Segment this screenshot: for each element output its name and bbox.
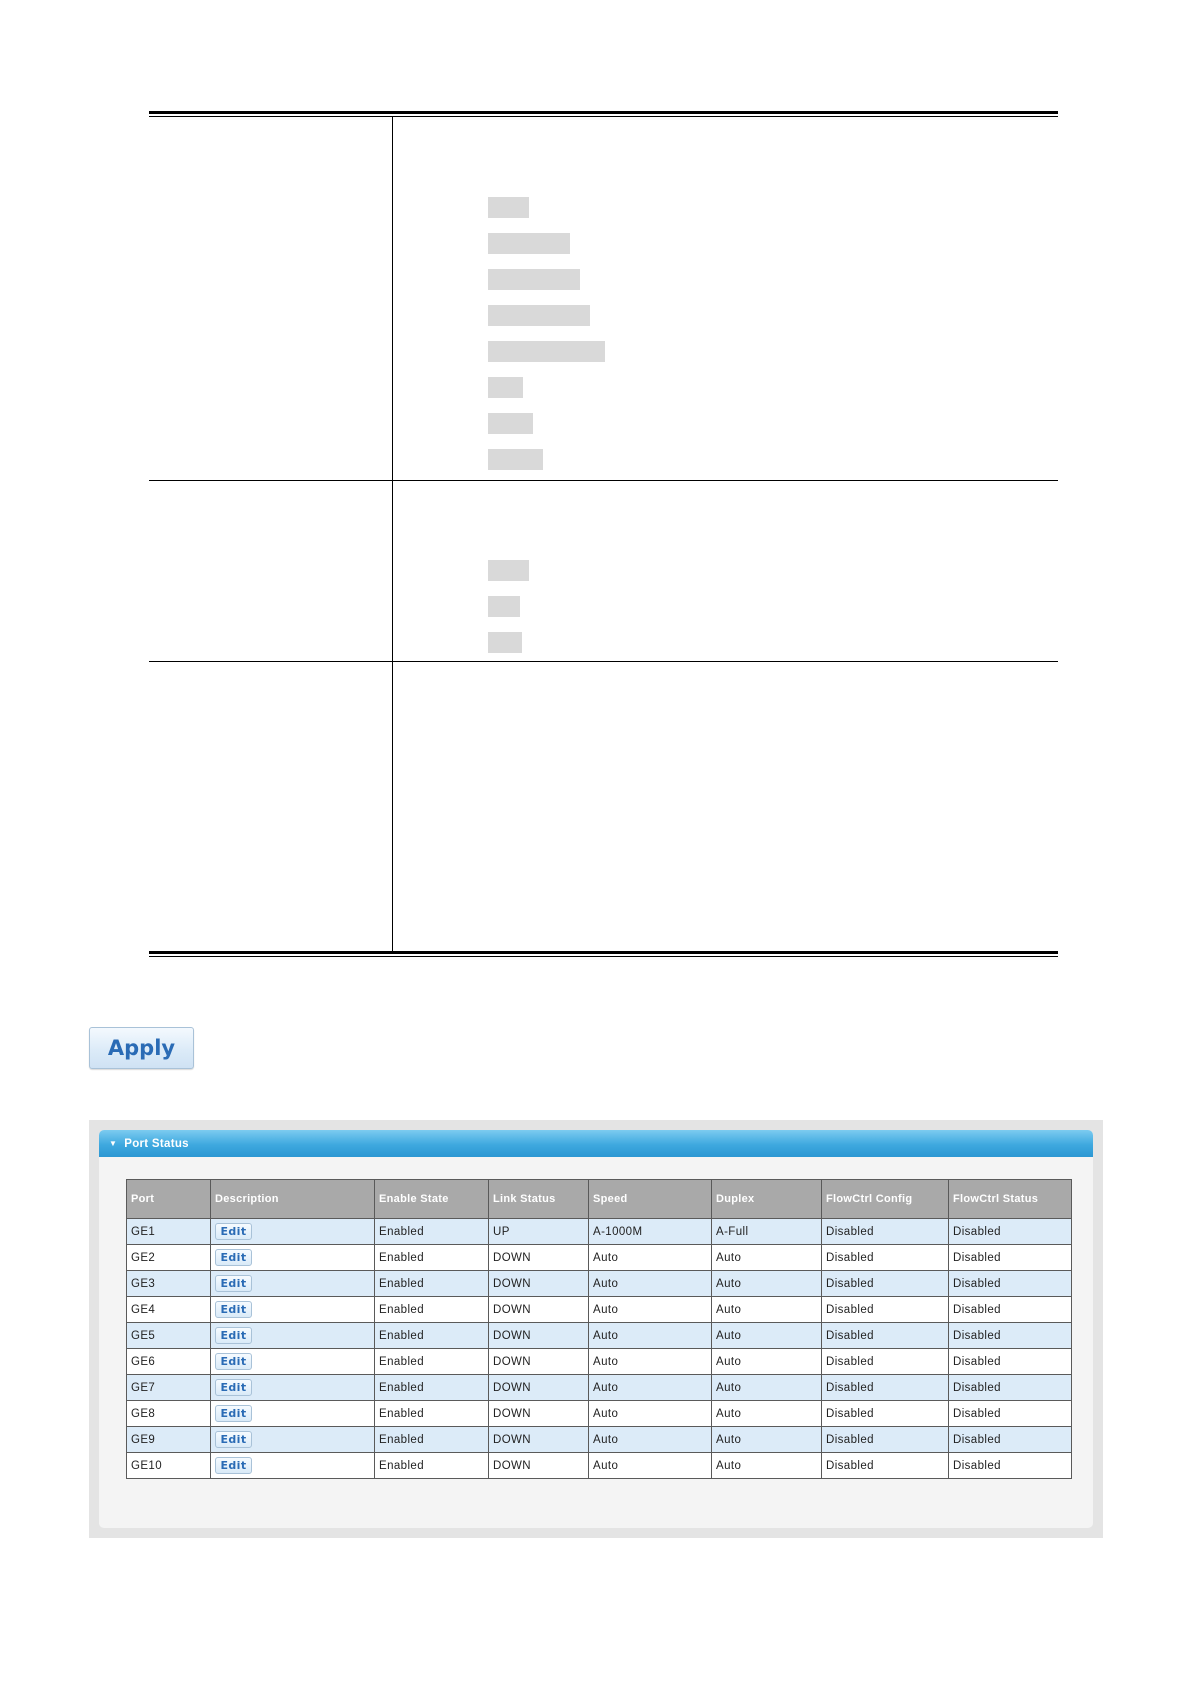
cell-speed: Auto: [589, 1323, 712, 1349]
cell-speed: Auto: [589, 1427, 712, 1453]
cell-enable-state: Enabled: [375, 1375, 489, 1401]
cell-description: [211, 1297, 375, 1323]
column-header-flowctrl-config: FlowCtrl Config: [822, 1180, 949, 1219]
table-bottom-rule: [149, 951, 1058, 957]
cell-flowctrl-status: Disabled: [949, 1349, 1072, 1375]
table-top-rule: [149, 111, 1058, 117]
cell-link-status: DOWN: [489, 1427, 589, 1453]
cell-duplex: Auto: [712, 1427, 822, 1453]
cell-flowctrl-config: Disabled: [822, 1271, 949, 1297]
cell-enable-state: Enabled: [375, 1245, 489, 1271]
table-row: [127, 1323, 1072, 1349]
redacted-option: [488, 341, 605, 362]
cell-duplex: Auto: [712, 1375, 822, 1401]
row-divider: [149, 480, 1058, 481]
cell-enable-state: Enabled: [375, 1297, 489, 1323]
cell-description: [211, 1401, 375, 1427]
redacted-option: [488, 269, 580, 290]
cell-flowctrl-status: Disabled: [949, 1427, 1072, 1453]
cell-link-status: DOWN: [489, 1297, 589, 1323]
table-row: [127, 1375, 1072, 1401]
cell-enable-state: Enabled: [375, 1219, 489, 1245]
column-header-duplex: Duplex: [712, 1180, 822, 1219]
cell-duplex: Auto: [712, 1401, 822, 1427]
cell-port: GE3: [127, 1271, 211, 1297]
cell-speed: Auto: [589, 1453, 712, 1479]
cell-description: [211, 1219, 375, 1245]
table-row: [127, 1427, 1072, 1453]
cell-speed: Auto: [589, 1271, 712, 1297]
cell-speed: Auto: [589, 1401, 712, 1427]
port-status-header[interactable]: [99, 1130, 1093, 1157]
cell-flowctrl-status: Disabled: [949, 1401, 1072, 1427]
cell-port: GE9: [127, 1427, 211, 1453]
cell-port: GE6: [127, 1349, 211, 1375]
cell-port: GE4: [127, 1297, 211, 1323]
cell-duplex: Auto: [712, 1453, 822, 1479]
cell-speed: A-1000M: [589, 1219, 712, 1245]
redacted-option: [488, 377, 523, 398]
panel-title: Port Status: [124, 1138, 189, 1150]
cell-flowctrl-config: Disabled: [822, 1375, 949, 1401]
cell-flowctrl-config: Disabled: [822, 1427, 949, 1453]
cell-flowctrl-status: Disabled: [949, 1323, 1072, 1349]
cell-description: [211, 1375, 375, 1401]
cell-link-status: DOWN: [489, 1349, 589, 1375]
cell-description: [211, 1427, 375, 1453]
collapse-arrow-icon[interactable]: ▼: [109, 1139, 118, 1148]
column-header-speed: Speed: [589, 1180, 712, 1219]
edit-button[interactable]: Edit: [215, 1301, 252, 1318]
cell-link-status: UP: [489, 1219, 589, 1245]
redacted-option: [488, 560, 529, 581]
cell-flowctrl-status: Disabled: [949, 1245, 1072, 1271]
redacted-option: [488, 632, 522, 653]
cell-flowctrl-status: Disabled: [949, 1297, 1072, 1323]
redacted-option: [488, 197, 529, 218]
cell-flowctrl-status: Disabled: [949, 1219, 1072, 1245]
edit-button[interactable]: Edit: [215, 1223, 252, 1240]
port-status-panel: [89, 1120, 1103, 1538]
cell-speed: Auto: [589, 1375, 712, 1401]
column-header-flowctrl-status: FlowCtrl Status: [949, 1180, 1072, 1219]
cell-link-status: DOWN: [489, 1271, 589, 1297]
port-status-panel-body: [99, 1130, 1093, 1528]
edit-button[interactable]: Edit: [215, 1275, 252, 1292]
cell-enable-state: Enabled: [375, 1271, 489, 1297]
cell-flowctrl-config: Disabled: [822, 1401, 949, 1427]
cell-port: GE7: [127, 1375, 211, 1401]
edit-button[interactable]: Edit: [215, 1249, 252, 1266]
edit-button[interactable]: Edit: [215, 1457, 252, 1474]
cell-link-status: DOWN: [489, 1323, 589, 1349]
table-header-row: [127, 1180, 1072, 1219]
cell-flowctrl-config: Disabled: [822, 1349, 949, 1375]
cell-description: [211, 1453, 375, 1479]
cell-port: GE5: [127, 1323, 211, 1349]
cell-duplex: Auto: [712, 1245, 822, 1271]
cell-enable-state: Enabled: [375, 1453, 489, 1479]
apply-button[interactable]: Apply: [89, 1027, 194, 1069]
edit-button[interactable]: Edit: [215, 1405, 252, 1422]
table-row: [127, 1219, 1072, 1245]
table-row: [127, 1453, 1072, 1479]
column-header-port: Port: [127, 1180, 211, 1219]
cell-enable-state: Enabled: [375, 1427, 489, 1453]
cell-duplex: Auto: [712, 1271, 822, 1297]
redacted-option: [488, 596, 520, 617]
cell-duplex: Auto: [712, 1297, 822, 1323]
row-divider: [149, 661, 1058, 662]
cell-speed: Auto: [589, 1349, 712, 1375]
table-row: [127, 1245, 1072, 1271]
cell-enable-state: Enabled: [375, 1323, 489, 1349]
cell-speed: Auto: [589, 1245, 712, 1271]
cell-flowctrl-config: Disabled: [822, 1453, 949, 1479]
redacted-option: [488, 305, 590, 326]
column-header-link-status: Link Status: [489, 1180, 589, 1219]
cell-enable-state: Enabled: [375, 1349, 489, 1375]
cell-duplex: A-Full: [712, 1219, 822, 1245]
port-status-table: [126, 1179, 1072, 1479]
column-divider: [392, 117, 393, 951]
cell-flowctrl-config: Disabled: [822, 1297, 949, 1323]
cell-port: GE1: [127, 1219, 211, 1245]
cell-flowctrl-config: Disabled: [822, 1323, 949, 1349]
table-row: [127, 1297, 1072, 1323]
cell-flowctrl-status: Disabled: [949, 1271, 1072, 1297]
cell-link-status: DOWN: [489, 1453, 589, 1479]
table-row: [127, 1401, 1072, 1427]
cell-port: GE10: [127, 1453, 211, 1479]
cell-flowctrl-status: Disabled: [949, 1375, 1072, 1401]
edit-button[interactable]: Edit: [215, 1327, 252, 1344]
cell-link-status: DOWN: [489, 1375, 589, 1401]
cell-flowctrl-config: Disabled: [822, 1245, 949, 1271]
redacted-option: [488, 413, 533, 434]
cell-description: [211, 1323, 375, 1349]
cell-description: [211, 1245, 375, 1271]
cell-port: GE8: [127, 1401, 211, 1427]
cell-description: [211, 1271, 375, 1297]
cell-link-status: DOWN: [489, 1401, 589, 1427]
cell-duplex: Auto: [712, 1349, 822, 1375]
cell-speed: Auto: [589, 1297, 712, 1323]
table-row: [127, 1271, 1072, 1297]
edit-button[interactable]: Edit: [215, 1353, 252, 1370]
column-header-description: Description: [211, 1180, 375, 1219]
edit-button[interactable]: Edit: [215, 1431, 252, 1448]
cell-duplex: Auto: [712, 1323, 822, 1349]
redacted-option: [488, 233, 570, 254]
table-row: [127, 1349, 1072, 1375]
cell-link-status: DOWN: [489, 1245, 589, 1271]
cell-flowctrl-status: Disabled: [949, 1453, 1072, 1479]
column-header-enable-state: Enable State: [375, 1180, 489, 1219]
cell-description: [211, 1349, 375, 1375]
cell-flowctrl-config: Disabled: [822, 1219, 949, 1245]
edit-button[interactable]: Edit: [215, 1379, 252, 1396]
cell-port: GE2: [127, 1245, 211, 1271]
parameter-description-table: [149, 111, 1058, 957]
redacted-option: [488, 449, 543, 470]
cell-enable-state: Enabled: [375, 1401, 489, 1427]
